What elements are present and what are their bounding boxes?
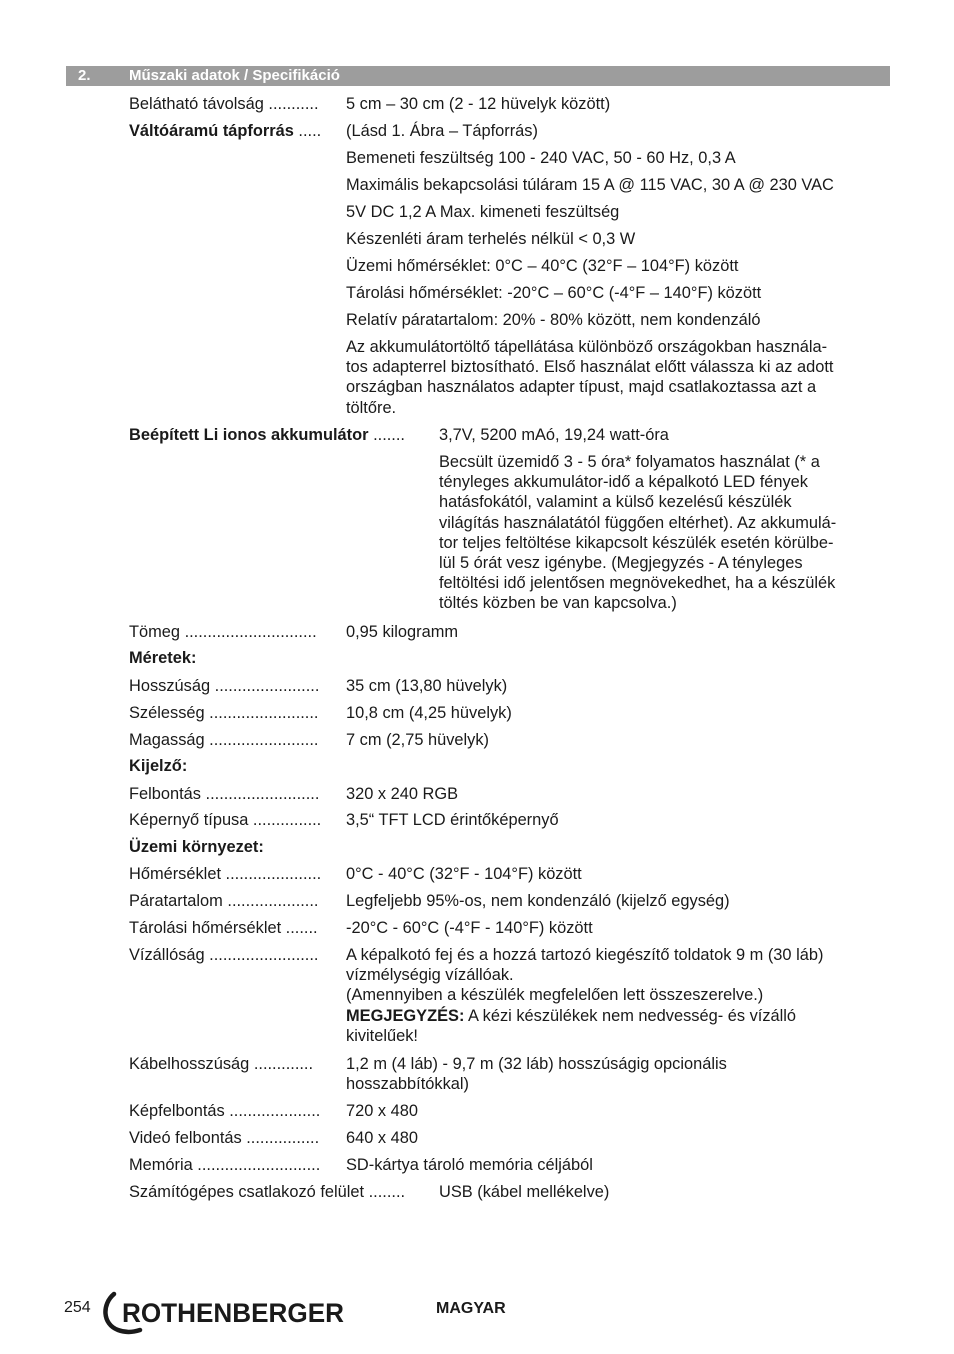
paragraph-line: Az akkumulátortöltő tápellátása különböző országokban használa- [346, 338, 828, 356]
spec-value: 35 cm (13,80 hüvelyk) [346, 677, 508, 695]
spec-row-humidity [129, 891, 730, 911]
spec-label: Videó felbontás ................ [129, 1129, 320, 1147]
spec-row-temperature [129, 864, 582, 884]
spec-subline: Bemeneti feszültség 100 - 240 VAC, 50 - 60 Hz, 0,3 A [346, 149, 736, 167]
battery-paragraph [439, 452, 836, 614]
note-label: MEGJEGYZÉS: [346, 1006, 465, 1025]
spec-row-weight [129, 622, 459, 642]
spec-value: 3,5“ TFT LCD érintőképernyő [346, 811, 559, 829]
spec-row-image-resolution [129, 1101, 418, 1121]
heading-dimensions: Méretek: [129, 649, 197, 667]
spec-value: 3,7V, 5200 mAó, 19,24 watt-óra [439, 426, 669, 444]
section-number: 2. [78, 67, 91, 84]
rothenberger-logo-icon [100, 1290, 350, 1338]
paragraph-line: hosszabbítókkal) [346, 1075, 469, 1094]
spec-label: Beépített Li ionos akkumulátor [129, 426, 369, 444]
spec-label: Vízállóság ........................ [129, 946, 319, 964]
paragraph-line: hatásfokától, valamint a külső kezelésű készülék [439, 493, 792, 512]
paragraph-line: vízmélységig vízállóak. [346, 966, 514, 985]
spec-value: SD-kártya tároló memória céljából [346, 1156, 593, 1174]
spec-value: 720 x 480 [346, 1102, 418, 1120]
paragraph-line: töltés közben be van kapcsolva.) [439, 594, 677, 613]
paragraph-line: tos adapterrel biztosítható. Első használat előtt válassza ki az adott [346, 358, 834, 377]
note-line [346, 1006, 823, 1026]
language-label: MAGYAR [436, 1300, 506, 1317]
spec-value: 5 cm – 30 cm (2 - 12 hüvelyk között) [346, 95, 611, 113]
spec-label: Magasság ........................ [129, 731, 319, 749]
paragraph-line: töltőre. [346, 398, 397, 417]
spec-row-waterproof [129, 945, 318, 965]
spec-row-video-resolution [129, 1128, 418, 1148]
spec-value: 0°C - 40°C (32°F - 104°F) között [346, 865, 582, 883]
spec-subline: Készenléti áram terhelés nélkül < 0,3 W [346, 230, 636, 248]
spec-dots: ..... [293, 122, 322, 140]
spec-label: Képfelbontás .................... [129, 1102, 321, 1120]
spec-label: Képernyő típusa ............... [129, 811, 322, 829]
spec-value: -20°C - 60°C (-4°F - 140°F) között [346, 919, 593, 937]
brand-logo [100, 1290, 350, 1338]
spec-row-height [129, 730, 490, 750]
spec-row-length [129, 676, 508, 696]
page-number: 254 [64, 1299, 91, 1316]
spec-label: Memória ........................... [129, 1156, 321, 1174]
heading-display: Kijelző: [129, 757, 188, 775]
waterproof-value [346, 945, 823, 1046]
spec-subline: Üzemi hőmérséklet: 0°C – 40°C (32°F – 104°F) között [346, 257, 739, 275]
spec-label: Hőmérséklet ..................... [129, 865, 322, 883]
spec-label: Felbontás ......................... [129, 785, 320, 803]
spec-value: 320 x 240 RGB [346, 785, 459, 803]
spec-label: Hosszúság ....................... [129, 677, 320, 695]
spec-row-cable-length [129, 1054, 313, 1074]
paragraph-line: világítás használatától függően eltérhet). Az akkumulá- [439, 513, 837, 532]
spec-value: 640 x 480 [346, 1129, 418, 1147]
spec-label: Szélesség ........................ [129, 704, 319, 722]
heading-operating-environment: Üzemi környezet: [129, 838, 264, 856]
spec-row-width [129, 703, 512, 723]
spec-row-battery [129, 425, 669, 445]
spec-label: Kábelhosszúság ............. [129, 1055, 314, 1073]
spec-subline: Tárolási hőmérséklet: -20°C – 60°C (-4°F – 140°F) között [346, 284, 762, 302]
spec-row-screen-type [129, 810, 559, 830]
spec-row-ac-power [129, 121, 538, 141]
note-text: A kézi készülékek nem nedvesség- és vízálló [464, 1006, 797, 1025]
spec-subline: Maximális bekapcsolási túláram 15 A @ 115 VAC, 30 A @ 230 VAC [346, 176, 834, 194]
paragraph-line: feltöltési idő jelentősen megnövekedhet, ha a készülék [439, 574, 836, 593]
paragraph-line: (Amennyiben a készülék megfelelően lett összeszerelve.) [346, 986, 764, 1005]
section-title: Műszaki adatok / Specifikáció [129, 67, 340, 84]
paragraph-line: 1,2 m (4 láb) - 9,7 m (32 láb) hosszúságig opcionális [346, 1055, 727, 1073]
spec-row-computer-interface [129, 1182, 610, 1202]
brand-wordmark: ROTHENBERGER [122, 1298, 344, 1328]
paragraph-line: A képalkotó fej és a hozzá tartozó kiegészítő toldatok 9 m (30 láb) [346, 946, 824, 964]
spec-dots: ....... [368, 426, 405, 444]
spec-value: 0,95 kilogramm [346, 623, 459, 641]
paragraph-line: kivitelűek! [346, 1026, 418, 1045]
section-header [66, 66, 890, 86]
spec-row-resolution [129, 784, 459, 804]
spec-label: Páratartalom .................... [129, 892, 319, 910]
paragraph-line: országban használatos adapter típust, majd csatlakoztassa azt a [346, 378, 817, 397]
paragraph-line: Becsült üzemidő 3 - 5 óra* folyamatos használat (* a [439, 453, 820, 471]
spec-label: Számítógépes csatlakozó felület ........ [129, 1183, 406, 1201]
spec-label: Tömeg ............................. [129, 623, 317, 641]
spec-value: 7 cm (2,75 hüvelyk) [346, 731, 490, 749]
paragraph-line: tényleges akkumulátor-idő a képalkotó LED fények [439, 473, 808, 492]
spec-subline: Relatív páratartalom: 20% - 80% között, nem kondenzáló [346, 311, 761, 329]
spec-row-storage-temperature [129, 918, 593, 938]
spec-label: Tárolási hőmérséklet ....... [129, 919, 318, 937]
adapter-paragraph [346, 337, 833, 418]
spec-subline: 5V DC 1,2 A Max. kimeneti feszültség [346, 203, 620, 221]
cable-length-value [346, 1054, 727, 1094]
spec-row-viewing-distance [129, 94, 611, 114]
spec-value: Legfeljebb 95%-os, nem kondenzáló (kijelző egység) [346, 892, 730, 910]
spec-label: Váltóáramú tápforrás [129, 122, 294, 140]
paragraph-line: lül 5 órát vesz igénybe. (Megjegyzés - A tényleges [439, 554, 803, 573]
spec-value: (Lásd 1. Ábra – Tápforrás) [346, 122, 538, 140]
paragraph-line: tor teljes feltöltése kikapcsolt készülék esetén körülbe- [439, 533, 834, 552]
spec-label: Belátható távolság ........... [129, 95, 319, 113]
spec-value: 10,8 cm (4,25 hüvelyk) [346, 704, 512, 722]
spec-row-memory [129, 1155, 593, 1175]
spec-value: USB (kábel mellékelve) [439, 1183, 610, 1201]
